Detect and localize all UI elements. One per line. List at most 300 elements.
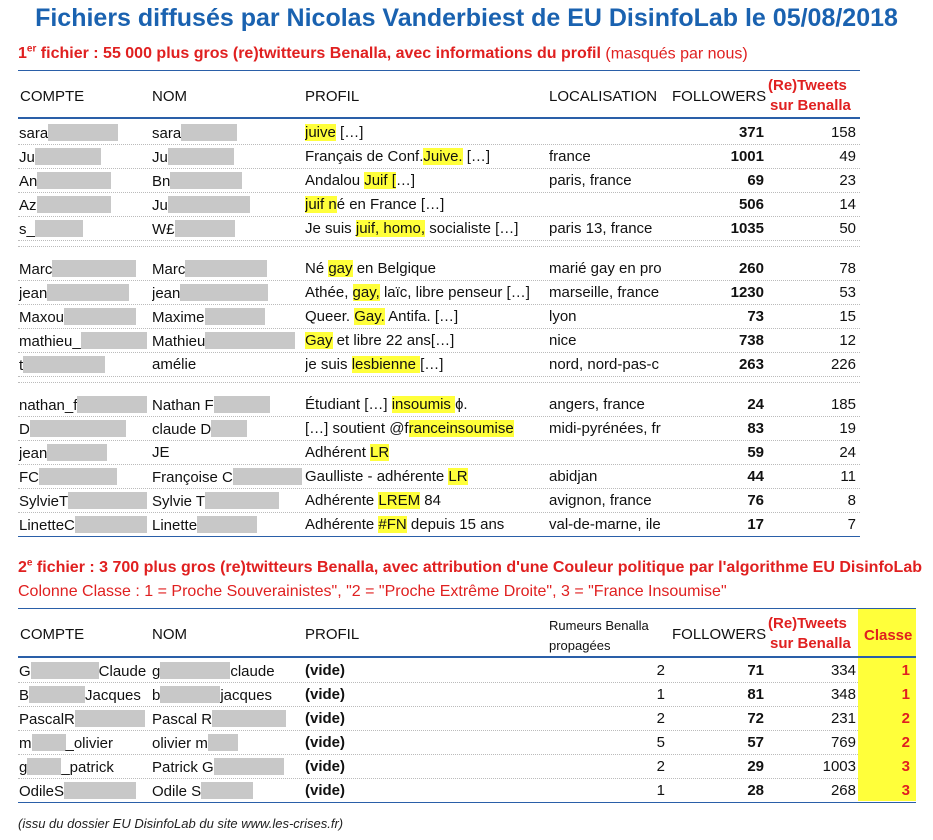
t1-followers-value: 506 <box>738 196 764 213</box>
redaction-mask <box>68 492 147 509</box>
t1-cell-nom <box>152 468 302 486</box>
redaction-mask <box>75 516 147 533</box>
t2-cell-nom <box>152 710 302 728</box>
t2-compte-text: G <box>19 663 31 680</box>
t1-compte-text: sara <box>19 125 49 142</box>
t1-followers-value: 260 <box>738 260 764 277</box>
redaction-mask <box>211 420 247 437</box>
t2-cell-rumeurs <box>549 734 665 751</box>
t1-cell-nom <box>152 172 302 190</box>
t1-cell-nom <box>152 356 302 373</box>
t2-retweets-value: 231 <box>830 710 856 727</box>
t1-nom-text: Ju <box>152 149 168 166</box>
t1-profil-highlight: Gay <box>305 332 333 349</box>
t2-col-rumeurs-line1: Rumeurs Benalla <box>549 618 649 633</box>
t1-localisation-text: lyon <box>549 308 577 325</box>
t1-retweets-value: 8 <box>847 492 856 509</box>
redaction-mask <box>81 332 147 349</box>
t1-cell-localisation <box>549 516 669 533</box>
t2-nom-text: claude <box>230 663 275 680</box>
t1-compte-text: Marc <box>19 261 53 278</box>
t2-rumeurs-value: 1 <box>656 782 665 799</box>
t1-cell-compte <box>19 124 147 142</box>
t1-profil-highlight: Juive. <box>423 148 463 165</box>
t1-cell-followers <box>672 356 764 373</box>
t1-cell-retweets <box>770 220 856 237</box>
redaction-mask <box>75 710 145 727</box>
t2-retweets-value: 769 <box>830 734 856 751</box>
t1-nom-text: sara <box>152 125 182 142</box>
t1-cell-compte <box>19 220 147 238</box>
t1-followers-value: 24 <box>747 396 764 413</box>
t1-cell-retweets <box>770 284 856 301</box>
redaction-mask <box>168 148 234 165</box>
row-divider <box>18 440 860 441</box>
t1-profil-highlight: gay, <box>352 284 380 301</box>
redaction-mask <box>160 686 220 703</box>
t2-rumeurs-value: 1 <box>656 686 665 703</box>
t1-profil-text: Né <box>305 260 329 277</box>
t1-compte-text: LinetteC <box>19 517 75 534</box>
t1-cell-retweets <box>770 420 856 437</box>
t2-nom-text: Pascal R <box>152 711 213 728</box>
t2-col-retweets-line2: sur Benalla <box>770 635 851 652</box>
t2-profil-value: (vide) <box>305 686 346 703</box>
t1-cell-profil <box>305 468 547 485</box>
t2-compte-text: _olivier <box>65 735 114 752</box>
t1-retweets-value: 78 <box>839 260 856 277</box>
row-divider <box>18 280 860 281</box>
t1-col-retweets <box>768 76 851 116</box>
redaction-mask <box>30 420 126 437</box>
t1-followers-value: 44 <box>747 468 764 485</box>
t1-profil-text: Queer. <box>305 308 355 325</box>
t1-cell-profil <box>305 284 547 301</box>
t2-classe-value: 1 <box>901 686 910 703</box>
redaction-mask <box>160 662 230 679</box>
t1-cell-retweets <box>770 492 856 509</box>
redaction-mask <box>37 196 111 213</box>
t1-followers-value: 83 <box>747 420 764 437</box>
t1-profil-text: ɸ. <box>455 396 468 413</box>
redaction-mask <box>208 734 238 751</box>
t2-nom-text: olivier m <box>152 735 208 752</box>
t2-profil-value: (vide) <box>305 662 346 679</box>
t1-cell-profil <box>305 444 547 461</box>
t1-localisation-text: avignon, france <box>549 492 652 509</box>
t2-cell-rumeurs <box>549 710 665 727</box>
t1-profil-text: Gaulliste - adhérente <box>305 468 449 485</box>
page-title: Fichiers diffusés par Nicolas Vanderbiest de EU DisinfoLab le 05/08/2018 <box>35 4 898 32</box>
t1-col-nom: NOM <box>152 88 187 105</box>
file2-heading-sup: e <box>26 558 33 569</box>
file1-heading-note: (masqués par nous) <box>600 45 748 63</box>
table1-bottom-rule <box>18 536 860 537</box>
file2-legend: Colonne Classe : 1 = Proche Souverainistes", "2 = "Proche Extrême Droite", 3 = "France Insoumise" <box>18 583 727 600</box>
table1-header-rule <box>18 117 860 119</box>
t2-cell-retweets <box>770 734 856 751</box>
t1-cell-retweets <box>770 468 856 485</box>
t2-cell-profil <box>305 686 505 703</box>
t1-profil-text: Adhérente <box>305 492 379 509</box>
redaction-mask <box>214 396 270 413</box>
t1-cell-retweets <box>770 196 856 213</box>
t1-profil-text: é en France […] <box>336 196 445 213</box>
t2-cell-compte <box>19 686 149 704</box>
t1-cell-followers <box>672 148 764 165</box>
t1-retweets-value: 50 <box>839 220 856 237</box>
t1-retweets-value: 7 <box>847 516 856 533</box>
t1-compte-text: FC <box>19 469 39 486</box>
redaction-mask <box>39 468 117 485</box>
t1-cell-nom <box>152 284 302 302</box>
t1-profil-text: socialiste […] <box>425 220 519 237</box>
t1-followers-value: 263 <box>738 356 764 373</box>
t2-cell-compte <box>19 710 149 728</box>
t1-cell-compte <box>19 396 147 414</box>
t2-cell-followers <box>672 734 764 751</box>
redaction-mask <box>27 758 61 775</box>
t2-compte-text: B <box>19 687 30 704</box>
redaction-mask <box>197 516 257 533</box>
t1-localisation-text: val-de-marne, ile <box>549 516 661 533</box>
t2-cell-retweets <box>770 710 856 727</box>
t1-col-compte: COMPTE <box>20 88 85 105</box>
redaction-mask <box>29 686 85 703</box>
t1-nom-text: Ju <box>152 197 168 214</box>
t1-cell-localisation <box>549 332 669 349</box>
t2-col-retweets <box>768 614 851 654</box>
t1-cell-compte <box>19 284 147 302</box>
file2-heading-text: fichier : 3 700 plus gros (re)twitteurs Benalla, avec attribution d'une Couleur politique par l'algorithme EU DisinfoLab <box>32 559 922 577</box>
t1-retweets-value: 226 <box>830 356 856 373</box>
table2-top-rule <box>18 608 916 609</box>
row-divider <box>18 682 858 683</box>
t1-cell-compte <box>19 444 147 462</box>
t2-nom-text: b <box>152 687 161 704</box>
t1-nom-text: Bn <box>152 173 171 190</box>
t1-cell-retweets <box>770 172 856 189</box>
t2-cell-classe <box>860 782 910 799</box>
redaction-mask <box>23 356 105 373</box>
t1-compte-text: Maxou <box>19 309 65 326</box>
t2-profil-value: (vide) <box>305 782 346 799</box>
t2-cell-classe <box>860 734 910 751</box>
t1-nom-text: Mathieu <box>152 333 206 350</box>
t1-retweets-value: 53 <box>839 284 856 301</box>
t2-cell-followers <box>672 662 764 679</box>
t1-compte-text: D <box>19 421 30 438</box>
t1-nom-text: Marc <box>152 261 186 278</box>
t1-cell-followers <box>672 308 764 325</box>
t1-cell-compte <box>19 356 147 374</box>
t1-localisation-text: marié gay en pro <box>549 260 662 277</box>
group-divider <box>18 246 860 247</box>
t1-nom-text: W£ <box>152 221 175 238</box>
redaction-mask <box>64 782 136 799</box>
t1-followers-value: 371 <box>738 124 764 141</box>
redaction-mask <box>37 172 111 189</box>
t1-cell-followers <box>672 516 764 533</box>
row-divider <box>18 464 860 465</box>
t1-profil-highlight: gay <box>328 260 353 277</box>
t1-localisation-text: marseille, france <box>549 284 660 301</box>
t1-localisation-text: paris 13, france <box>549 220 653 237</box>
row-divider <box>18 168 860 169</box>
t1-profil-text: […] <box>335 124 364 141</box>
t1-nom-text: amélie <box>152 356 197 373</box>
t2-retweets-value: 334 <box>830 662 856 679</box>
row-divider <box>18 730 858 731</box>
t1-cell-nom <box>152 516 302 534</box>
t1-cell-nom <box>152 124 302 142</box>
t1-cell-followers <box>672 492 764 509</box>
t1-nom-text: Françoise C <box>152 469 233 486</box>
t2-rumeurs-value: 2 <box>656 758 665 775</box>
t2-compte-text: Claude <box>98 663 147 680</box>
t1-nom-text: JE <box>152 444 170 461</box>
t2-cell-rumeurs <box>549 758 665 775</box>
t1-localisation-text: france <box>549 148 591 165</box>
t1-localisation-text: midi-pyrénées, fr <box>549 420 661 437</box>
redaction-mask <box>47 284 129 301</box>
t2-compte-text: g <box>19 759 28 776</box>
t1-cell-followers <box>672 420 764 437</box>
t2-cell-compte <box>19 662 149 680</box>
t1-retweets-value: 49 <box>839 148 856 165</box>
redaction-mask <box>175 220 235 237</box>
row-divider <box>18 328 860 329</box>
row-divider <box>18 144 860 145</box>
t2-classe-value: 2 <box>901 734 910 751</box>
redaction-mask <box>205 308 265 325</box>
t2-cell-rumeurs <box>549 686 665 703</box>
t1-followers-value: 73 <box>747 308 764 325</box>
redaction-mask <box>212 710 286 727</box>
t1-cell-followers <box>672 468 764 485</box>
t2-cell-rumeurs <box>549 662 665 679</box>
t1-profil-text: […] <box>420 356 444 373</box>
t1-cell-compte <box>19 172 147 190</box>
t1-cell-nom <box>152 308 302 326</box>
t2-profil-value: (vide) <box>305 710 346 727</box>
redaction-mask <box>31 662 99 679</box>
redaction-mask <box>48 124 118 141</box>
t1-cell-compte <box>19 196 147 214</box>
t1-cell-localisation <box>549 308 669 325</box>
t1-cell-compte <box>19 332 147 350</box>
t1-cell-nom <box>152 444 302 461</box>
t1-localisation-text: paris, france <box>549 172 632 189</box>
t1-cell-retweets <box>770 516 856 533</box>
t1-cell-followers <box>672 172 764 189</box>
t2-col-rumeurs <box>549 616 649 656</box>
row-divider <box>18 352 860 353</box>
t1-col-retweets-line2: sur Benalla <box>770 97 851 114</box>
t1-cell-followers <box>672 220 764 237</box>
row-divider <box>18 376 860 377</box>
t1-profil-text: Je suis <box>305 220 356 237</box>
t1-profil-highlight: juif n <box>305 196 337 213</box>
t1-cell-followers <box>672 444 764 461</box>
t2-compte-text: PascalR <box>19 711 75 728</box>
t2-profil-value: (vide) <box>305 734 346 751</box>
redaction-mask <box>77 396 147 413</box>
t1-cell-followers <box>672 396 764 413</box>
t1-profil-text: […] <box>462 148 491 165</box>
t1-cell-nom <box>152 196 302 214</box>
file2-heading-num: 2 <box>18 559 27 577</box>
t2-followers-value: 71 <box>747 662 764 679</box>
t1-followers-value: 1230 <box>730 284 764 301</box>
t1-cell-localisation <box>549 468 669 485</box>
file1-heading-num: 1 <box>18 45 27 63</box>
t1-profil-highlight: LR <box>370 444 390 461</box>
t1-cell-compte <box>19 492 147 510</box>
t1-profil-text: laïc, libre penseur […] <box>379 284 530 301</box>
t1-profil-text: 84 <box>420 492 441 509</box>
t1-profil-text: je suis <box>305 356 352 373</box>
t1-cell-nom <box>152 420 302 438</box>
t1-cell-localisation <box>549 260 669 277</box>
t2-cell-classe <box>860 686 910 703</box>
t1-cell-nom <box>152 260 302 278</box>
t1-cell-retweets <box>770 356 856 373</box>
t1-retweets-value: 23 <box>839 172 856 189</box>
t2-cell-followers <box>672 710 764 727</box>
t1-cell-retweets <box>770 148 856 165</box>
file1-heading-sup: er <box>26 44 37 55</box>
t1-profil-highlight: Juif [ <box>364 172 396 189</box>
t1-compte-text: mathieu_ <box>19 333 81 350</box>
t2-nom-text: Odile S <box>152 783 202 800</box>
t1-followers-value: 17 <box>747 516 764 533</box>
redaction-mask <box>47 444 107 461</box>
t1-cell-followers <box>672 196 764 213</box>
t2-classe-value: 2 <box>901 710 910 727</box>
t1-localisation-text: nord, nord-pas-c <box>549 356 660 373</box>
t2-followers-value: 57 <box>747 734 764 751</box>
t2-retweets-value: 268 <box>830 782 856 799</box>
t1-cell-profil <box>305 220 547 237</box>
t1-followers-value: 59 <box>747 444 764 461</box>
t2-rumeurs-value: 2 <box>656 662 665 679</box>
t1-cell-profil <box>305 260 547 277</box>
t1-cell-profil <box>305 172 547 189</box>
redaction-mask <box>35 148 101 165</box>
t1-profil-text: Adhérente <box>305 516 379 533</box>
t1-followers-value: 69 <box>747 172 764 189</box>
t1-profil-highlight: juive <box>305 124 336 141</box>
t2-cell-classe <box>860 710 910 727</box>
t1-compte-text: t <box>19 357 24 374</box>
t2-cell-nom <box>152 758 302 776</box>
table1-top-rule <box>18 70 860 71</box>
file1-heading-text: fichier : 55 000 plus gros (re)twitteurs Benalla, avec informations du profil <box>36 45 601 63</box>
t1-cell-profil <box>305 124 547 141</box>
t2-cell-profil <box>305 734 505 751</box>
t1-cell-localisation <box>549 220 669 237</box>
redaction-mask <box>205 492 279 509</box>
t1-cell-compte <box>19 420 147 438</box>
t1-cell-retweets <box>770 444 856 461</box>
t1-compte-text: nathan_f <box>19 397 78 414</box>
t1-profil-text: Athée, <box>305 284 353 301</box>
t1-cell-localisation <box>549 284 669 301</box>
redaction-mask <box>180 284 268 301</box>
t1-profil-highlight: insoumis <box>391 396 456 413</box>
redaction-mask <box>52 260 136 277</box>
t1-cell-localisation <box>549 356 669 373</box>
t1-cell-nom <box>152 148 302 166</box>
t1-retweets-value: 24 <box>839 444 856 461</box>
redaction-mask <box>201 782 253 799</box>
source-footer: (issu du dossier EU DisinfoLab du site www.les-crises.fr) <box>18 816 344 831</box>
t1-profil-text: Antifa. […] <box>384 308 459 325</box>
row-divider <box>18 488 860 489</box>
t2-compte-text: Jacques <box>85 687 141 704</box>
t1-localisation-text: nice <box>549 332 577 349</box>
t1-profil-highlight: Gay. <box>354 308 385 325</box>
t2-cell-nom <box>152 782 302 800</box>
t1-cell-localisation <box>549 148 669 165</box>
t2-cell-retweets <box>770 782 856 799</box>
t2-cell-nom <box>152 686 302 704</box>
t1-cell-retweets <box>770 260 856 277</box>
t2-classe-value: 3 <box>901 782 910 799</box>
t2-col-profil: PROFIL <box>305 626 360 643</box>
t2-col-nom: NOM <box>152 626 187 643</box>
t2-retweets-value: 1003 <box>822 758 856 775</box>
t1-profil-highlight: juif, homo, <box>355 220 426 237</box>
redaction-mask <box>205 332 295 349</box>
t1-col-localisation: LOCALISATION <box>549 88 658 105</box>
redaction-mask <box>170 172 242 189</box>
t1-cell-localisation <box>549 172 669 189</box>
t2-nom-text: Patrick G <box>152 759 214 776</box>
t2-col-compte: COMPTE <box>20 626 85 643</box>
t1-cell-profil <box>305 492 547 509</box>
t1-retweets-value: 11 <box>840 468 856 485</box>
t1-col-profil: PROFIL <box>305 88 360 105</box>
t1-col-retweets-line1: (Re)Tweets <box>768 77 847 94</box>
t1-profil-text: Français de Conf. <box>305 148 424 165</box>
t2-col-classe: Classe <box>864 627 913 644</box>
redaction-mask <box>64 308 136 325</box>
t1-cell-followers <box>672 332 764 349</box>
t1-cell-retweets <box>770 332 856 349</box>
t1-compte-text: An <box>19 173 38 190</box>
t2-rumeurs-value: 2 <box>656 710 665 727</box>
t1-compte-text: SylvieT <box>19 493 69 510</box>
t2-followers-value: 81 <box>747 686 764 703</box>
t1-cell-retweets <box>770 124 856 141</box>
t1-cell-compte <box>19 260 147 278</box>
t1-cell-compte <box>19 148 147 166</box>
t1-compte-text: jean <box>19 445 48 462</box>
t1-compte-text: jean <box>19 285 48 302</box>
t1-profil-highlight: LR <box>448 468 468 485</box>
t1-profil-text: depuis 15 ans <box>406 516 505 533</box>
t2-cell-followers <box>672 782 764 799</box>
t1-retweets-value: 158 <box>830 124 856 141</box>
t1-cell-profil <box>305 148 547 165</box>
t1-cell-profil <box>305 516 547 533</box>
t1-retweets-value: 15 <box>839 308 856 325</box>
row-divider <box>18 192 860 193</box>
t1-cell-compte <box>19 468 147 486</box>
t1-col-followers: FOLLOWERS <box>672 88 767 105</box>
